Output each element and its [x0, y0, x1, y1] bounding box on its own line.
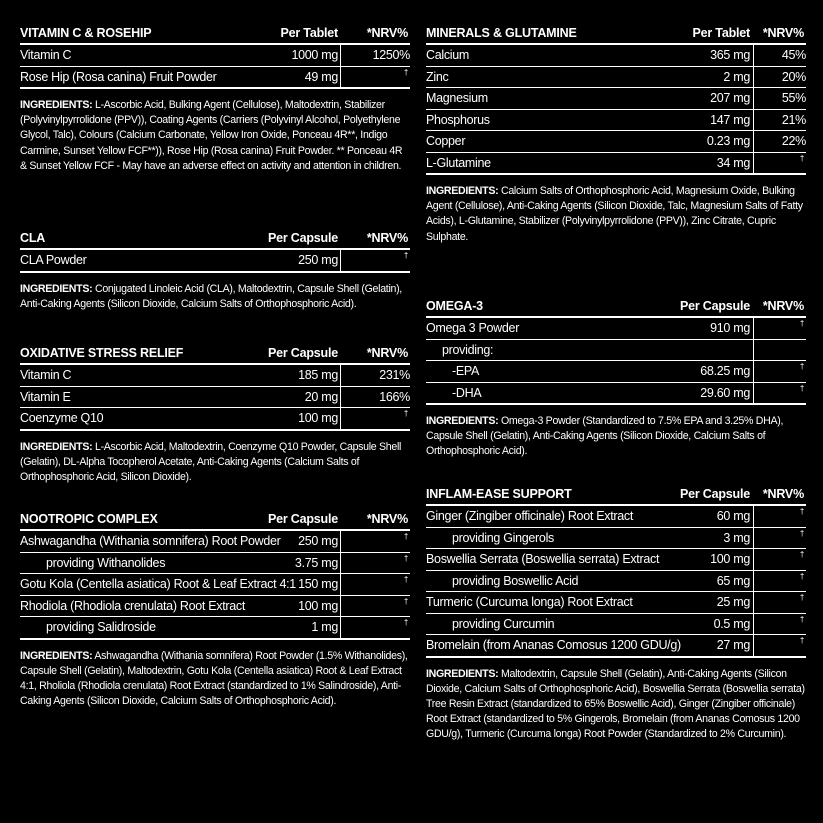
nutrient-nrv: † — [799, 550, 804, 559]
column-header-nrv: *NRV% — [762, 299, 804, 313]
column-header-nrv: *NRV% — [762, 26, 804, 40]
nutrient-table — [426, 504, 806, 658]
nutrient-table — [20, 363, 410, 431]
column-divider — [340, 387, 341, 408]
nutrient-table — [426, 316, 806, 405]
table-row — [426, 548, 806, 570]
panel-header — [20, 344, 410, 363]
panel-nootropic-complex — [20, 510, 410, 709]
nutrient-amount: 25 mg — [716, 595, 750, 609]
column-header-amount: Per Capsule — [267, 512, 338, 526]
table-row — [20, 45, 410, 66]
column-divider — [340, 45, 341, 66]
table-row — [426, 634, 806, 656]
nutrient-nrv: 21% — [781, 112, 806, 127]
nutrient-nrv: 231% — [379, 368, 410, 382]
nutrient-name: Omega 3 Powder — [426, 321, 520, 335]
nutrient-name: providing Salidroside — [46, 620, 156, 634]
panel-title: VITAMIN C & ROSEHIP — [20, 26, 152, 40]
nutrient-name: providing: — [442, 342, 494, 357]
column-divider — [340, 365, 341, 386]
table-row — [426, 360, 806, 382]
table-row — [20, 595, 410, 617]
nutrient-nrv: † — [403, 532, 408, 541]
column-divider — [753, 506, 754, 527]
column-divider — [753, 110, 754, 131]
nutrient-name: Vitamin E — [20, 389, 71, 404]
nutrient-nrv: † — [403, 553, 408, 563]
nutrient-name: Vitamin C — [20, 48, 72, 62]
table-row — [426, 382, 806, 404]
column-header-nrv: *NRV% — [762, 487, 804, 501]
nutrient-amount: 147 mg — [710, 112, 750, 127]
ingredients-label: INGREDIENTS: — [426, 667, 499, 680]
nutrient-amount: 100 mg — [298, 598, 338, 613]
column-divider — [340, 531, 341, 552]
panel-title: MINERALS & GLUTAMINE — [426, 26, 577, 40]
panel-header — [426, 485, 806, 504]
table-row — [20, 573, 410, 595]
panel-title: NOOTROPIC COMPLEX — [20, 512, 158, 526]
nutrient-name: Calcium — [426, 48, 470, 62]
column-header-nrv: *NRV% — [366, 512, 408, 526]
table-row — [20, 407, 410, 429]
column-divider — [753, 614, 754, 635]
table-row — [426, 109, 806, 131]
nutrient-nrv: † — [799, 153, 804, 163]
nutrient-name: L-Glutamine — [426, 155, 491, 170]
nutrient-nrv: † — [403, 575, 408, 584]
column-divider — [753, 153, 754, 174]
ingredients-list: Calcium Salts of Orthophosphoric Acid, Magnesium Oxide, Bulking Agent (Cellulose), Anti-Caking Agents (Silicon Dioxide, Talc, Magnesium Salts of Fatty Acids), L-Glutamine, Stabilizer (Polyvinylpyrrolidone (PPV)), Zinc Citrate, Cupric Sulphate. — [426, 185, 803, 243]
nutrient-name: -DHA — [452, 385, 482, 400]
column-header-amount: Per Capsule — [679, 487, 750, 501]
table-row — [20, 365, 410, 386]
table-row — [426, 66, 806, 88]
nutrient-nrv: 45% — [781, 48, 806, 62]
panel-omega-3 — [426, 297, 806, 460]
nutrient-name: Bromelain (from Ananas Comosus 1200 GDU/g) — [426, 638, 681, 652]
column-divider — [340, 574, 341, 595]
ingredients-text — [426, 414, 806, 460]
nutrient-table — [20, 43, 410, 89]
nutrient-amount: 100 mg — [710, 552, 750, 566]
nutrient-name: Gotu Kola (Centella asiatica) Root & Leaf Extract 4:1 — [20, 577, 296, 591]
nutrient-name: providing Boswellic Acid — [452, 573, 579, 588]
nutrient-nrv: † — [403, 251, 408, 260]
nutrient-table — [20, 248, 410, 273]
nutrient-nrv: † — [403, 409, 408, 418]
nutrient-amount: 250 mg — [298, 534, 338, 548]
column-divider — [753, 592, 754, 613]
ingredients-label: INGREDIENTS: — [426, 185, 499, 197]
ingredients-label: INGREDIENTS: — [20, 282, 93, 295]
panel-header — [20, 229, 410, 248]
nutrient-name: Phosphorus — [426, 112, 490, 127]
nutrient-amount: 68.25 mg — [700, 364, 750, 378]
column-divider — [753, 635, 754, 656]
table-row — [426, 152, 806, 174]
column-divider — [753, 340, 754, 361]
column-header-nrv: *NRV% — [366, 26, 408, 40]
nutrient-name: Coenzyme Q10 — [20, 411, 104, 425]
ingredients-text — [426, 667, 806, 743]
ingredients-label: INGREDIENTS: — [426, 415, 499, 427]
column-header-amount: Per Tablet — [280, 26, 338, 40]
panel-title: OMEGA-3 — [426, 299, 483, 313]
column-divider — [340, 553, 341, 574]
nutrient-amount: 65 mg — [716, 573, 750, 588]
nutrient-amount: 2 mg — [723, 69, 750, 84]
nutrient-name: CLA Powder — [20, 253, 87, 267]
column-header-amount: Per Capsule — [679, 299, 750, 313]
column-divider — [753, 131, 754, 152]
nutrient-name: Rose Hip (Rosa canina) Fruit Powder — [20, 69, 217, 84]
nutrient-nrv: † — [403, 618, 408, 627]
table-row — [20, 386, 410, 408]
panel-title: INFLAM-EASE SUPPORT — [426, 487, 572, 501]
ingredients-text — [20, 649, 410, 710]
nutrient-amount: 27 mg — [716, 638, 750, 652]
nutrient-nrv: 22% — [781, 134, 806, 148]
panel-oxidative-stress-relief — [20, 344, 410, 485]
panel-title: OXIDATIVE STRESS RELIEF — [20, 346, 184, 360]
column-divider — [753, 571, 754, 592]
nutrient-nrv: 20% — [781, 69, 806, 84]
column-divider — [753, 88, 754, 109]
ingredients-text — [426, 184, 806, 245]
nutrient-nrv: † — [799, 614, 804, 624]
ingredients-list: Ashwagandha (Withania somnifera) Root Powder (1.5% Withanolides), Capsule Shell (Gelatin), Maltodextrin, Gotu Kola (Centella asiatica) Root & Leaf Extract 4:1, Rholiola (Rhodiola crenulata) Root Extract (standardized to 1% Salindroside), Anti-Caking Agents (Silicon Dioxide, Calcium Salts of Orthophosphoric Acid). — [20, 649, 408, 708]
nutrient-name: Magnesium — [426, 91, 488, 105]
nutrient-nrv: † — [799, 528, 804, 538]
nutrient-amount: 34 mg — [716, 155, 750, 170]
table-row — [20, 552, 410, 574]
ingredients-list: L-Ascorbic Acid, Maltodextrin, Coenzyme Q10 Powder, Capsule Shell (Gelatin), DL-Alpha Tocopherol Acetate, Anti-Caking Agents (Calcium Salts of Orthophosphoric Acid, Silicon Dioxide). — [20, 440, 402, 483]
nutrient-name: Turmeric (Curcuma longa) Root Extract — [426, 595, 633, 609]
nutrient-nrv: † — [799, 593, 804, 602]
ingredients-label: INGREDIENTS: — [20, 99, 93, 111]
nutrient-amount: 910 mg — [710, 321, 750, 335]
nutrient-amount: 60 mg — [716, 509, 750, 523]
nutrient-nrv: † — [799, 571, 804, 581]
nutrient-name: Vitamin C — [20, 368, 72, 382]
nutrient-name: providing Curcumin — [452, 616, 555, 631]
nutrient-amount: 3 mg — [723, 530, 750, 545]
ingredients-label: INGREDIENTS: — [20, 440, 93, 453]
table-row — [426, 339, 806, 361]
column-divider — [753, 67, 754, 88]
nutrient-name: Ashwagandha (Withania somnifera) Root Powder — [20, 534, 281, 548]
nutrient-nrv: 55% — [781, 91, 806, 105]
table-row — [426, 45, 806, 66]
nutrient-amount: 0.23 mg — [706, 134, 750, 148]
panel-header — [426, 297, 806, 316]
panel-header — [20, 510, 410, 529]
ingredients-list: Maltodextrin, Capsule Shell (Gelatin), Anti-Caking Agents (Silicon Dioxide, Calcium Salts of Orthophosphoric Acid), Boswellia Serrata (Boswellia serrata) Tree Resin Extract (standardized to 65% Boswellic Acid), Ginger (Zingiber officinale) Root Extract (standardized to 5% Gingerols, Bromelain (from Ananas Comosus 1200 GDU/g), Turmeric (Curcuma longa) Root Powder (Standardized to 2% Curcumin). — [426, 667, 805, 741]
nutrient-amount: 49 mg — [304, 69, 338, 84]
nutrient-name: Rhodiola (Rhodiola crenulata) Root Extract — [20, 598, 246, 613]
column-divider — [753, 45, 754, 66]
nutrient-nrv: † — [799, 636, 804, 645]
column-divider — [753, 318, 754, 339]
nutrient-amount: 29.60 mg — [700, 385, 750, 400]
table-row — [426, 87, 806, 109]
nutrient-table — [20, 529, 410, 640]
table-row — [426, 613, 806, 635]
table-row — [426, 591, 806, 613]
table-row — [20, 66, 410, 88]
table-row — [20, 250, 410, 271]
nutrient-nrv: 1250% — [372, 48, 410, 62]
panel-header — [20, 24, 410, 43]
column-divider — [340, 596, 341, 617]
nutrient-name: providing Withanolides — [46, 555, 166, 570]
table-row — [426, 527, 806, 549]
nutrient-nrv: † — [799, 383, 804, 393]
nutrient-name: Ginger (Zingiber officinale) Root Extract — [426, 509, 634, 523]
column-header-amount: Per Capsule — [267, 231, 338, 245]
column-divider — [340, 408, 341, 429]
nutrient-table — [426, 43, 806, 175]
table-row — [20, 531, 410, 552]
nutrient-nrv: † — [799, 319, 804, 328]
panel-header — [426, 24, 806, 43]
column-divider — [753, 383, 754, 404]
nutrient-amount: 1000 mg — [291, 48, 338, 62]
column-header-amount: Per Capsule — [267, 346, 338, 360]
nutrient-nrv: † — [403, 67, 408, 77]
panel-title: CLA — [20, 231, 46, 245]
panel-cla — [20, 229, 410, 312]
nutrient-amount: 100 mg — [298, 411, 338, 425]
panel-vitamin-c-rosehip — [20, 24, 410, 174]
nutrient-name: Boswellia Serrata (Boswellia serrata) Extract — [426, 552, 660, 566]
table-row — [426, 130, 806, 152]
nutrient-nrv: 166% — [379, 389, 410, 404]
nutrient-amount: 1 mg — [311, 620, 338, 634]
nutrient-amount: 0.5 mg — [713, 616, 750, 631]
nutrient-name: providing Gingerols — [452, 530, 554, 545]
nutrient-amount: 3.75 mg — [294, 555, 338, 570]
nutrient-amount: 20 mg — [304, 389, 338, 404]
nutrient-amount: 250 mg — [298, 253, 338, 267]
column-header-amount: Per Tablet — [692, 26, 750, 40]
nutrient-amount: 185 mg — [298, 368, 338, 382]
column-divider — [340, 67, 341, 88]
column-divider — [753, 549, 754, 570]
ingredients-text — [20, 440, 410, 486]
table-row — [426, 506, 806, 527]
table-row — [426, 570, 806, 592]
column-divider — [340, 617, 341, 638]
nutrient-nrv: † — [799, 507, 804, 516]
nutrient-name: Copper — [426, 134, 466, 148]
ingredients-label: INGREDIENTS: — [20, 649, 93, 662]
column-divider — [753, 528, 754, 549]
panel-minerals-glutamine — [426, 24, 806, 245]
nutrient-nrv: † — [403, 596, 408, 606]
ingredients-list: Conjugated Linoleic Acid (CLA), Maltodextrin, Capsule Shell (Gelatin), Anti-Caking Agents (Silicon Dioxide, Calcium Salts of Orthophosphoric Acid). — [20, 282, 402, 310]
nutrient-amount: 207 mg — [710, 91, 750, 105]
column-divider — [340, 250, 341, 271]
ingredients-text — [20, 98, 410, 174]
column-header-nrv: *NRV% — [366, 346, 408, 360]
nutrient-nrv: † — [799, 362, 804, 371]
table-row — [426, 318, 806, 339]
panel-inflam-ease-support — [426, 485, 806, 743]
nutrient-amount: 150 mg — [298, 577, 338, 591]
ingredients-list: L-Ascorbic Acid, Bulking Agent (Cellulose), Maltodextrin, Stabilizer (Polyvinylpyrrolidone (PPV)), Coating Agents (Carriers (Polyvinyl Alcohol, Polyethylene Glycol, Talc), Colours (Calcium Carbonate, Yellow Iron Oxide, Ponceau 4R**, Indigo Carmine, Sunset Yellow FCF**)), Rose Hip (Rosa canina) Fruit Powder. ** Ponceau 4R & Sunset Yellow FCF - May have an adverse effect on activity and attention in children. — [20, 99, 403, 172]
table-row — [20, 616, 410, 638]
ingredients-list: Omega-3 Powder (Standardized to 7.5% EPA and 3.25% DHA), Capsule Shell (Gelatin), Anti-Caking Agents (Silicon Dioxide, Calcium Salts of Orthophosphoric Acid). — [426, 415, 784, 458]
ingredients-text — [20, 282, 410, 312]
nutrient-name: Zinc — [426, 69, 449, 84]
column-header-nrv: *NRV% — [366, 231, 408, 245]
nutrient-amount: 365 mg — [710, 48, 750, 62]
column-divider — [753, 361, 754, 382]
nutrient-name: -EPA — [452, 364, 480, 378]
